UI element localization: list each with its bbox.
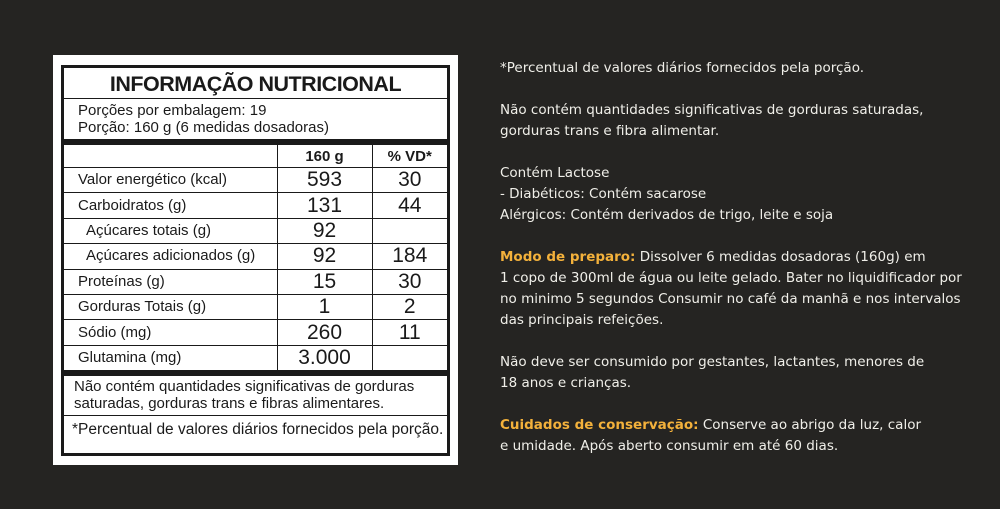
header-name: [64, 145, 277, 168]
storage-line: e umidade. Após aberto consumir em até 60 dias.: [500, 438, 839, 454]
table-row: [64, 320, 447, 345]
header-dv: % VD*: [372, 145, 447, 168]
header-qty: 160 g: [277, 145, 372, 168]
nutrient-name: Glutamina (mg): [78, 348, 182, 366]
preparation-line: no minimo 5 segundos Consumir no café da manhã e nos intervalos: [500, 291, 961, 307]
consumption-warning: Não deve ser consumido por gestantes, lactantes, menores de: [500, 354, 925, 370]
preparation-line: das principais refeições.: [500, 312, 664, 328]
nutrient-name: Açúcares adicionados (g): [64, 244, 277, 269]
preparation-label: Modo de preparo:: [500, 249, 636, 265]
storage-line: Conserve ao abrigo da luz, calor: [702, 417, 922, 433]
nutrient-dv: 184: [372, 244, 447, 269]
serving-size: Porção: 160 g (6 medidas dosadoras): [78, 118, 329, 136]
nutrient-dv: 44: [372, 193, 447, 218]
allergens-warning: Alérgicos: Contém derivados de trigo, leite e soja: [500, 207, 834, 223]
nutrition-label: [61, 65, 450, 456]
storage-paragraph: [500, 415, 980, 436]
servings-per-package: Porções por embalagem: 19: [78, 102, 267, 119]
label-footnote: *Percentual de valores diários fornecidos pela porção.: [72, 421, 444, 439]
diabetics-warning: - Diabéticos: Contém sacarose: [500, 186, 707, 202]
nutrient-qty: 1: [277, 294, 372, 319]
nutrient-qty: 260: [277, 320, 372, 345]
no-fat-line: Não contém quantidades significativas de gorduras saturadas,: [500, 102, 924, 118]
table-row: [64, 345, 447, 370]
storage-label: Cuidados de conservação:: [500, 417, 699, 433]
nutrient-name: Gorduras Totais (g): [64, 294, 277, 319]
nutrition-label-card: [53, 55, 458, 465]
table-row: [64, 218, 447, 243]
nutrient-qty: 593: [277, 168, 372, 193]
consumption-warning: 18 anos e crianças.: [500, 375, 632, 391]
nutrient-dv: [372, 345, 447, 370]
label-disclaimer: [64, 376, 447, 415]
table-row: [64, 269, 447, 294]
preparation-paragraph: [500, 247, 980, 268]
table-row: [64, 244, 447, 269]
nutrient-qty: 15: [277, 269, 372, 294]
nutrient-dv: 30: [372, 269, 447, 294]
table-row: [64, 294, 447, 319]
nutrient-qty: 131: [277, 193, 372, 218]
table-header-row: [64, 145, 447, 168]
nutrient-qty: 92: [277, 218, 372, 243]
percent-note: *Percentual de valores diários fornecidos pela porção.: [500, 60, 865, 76]
nutrition-label-title: INFORMAÇÃO NUTRICIONAL: [109, 72, 402, 96]
nutrient-name: Sódio (mg): [64, 320, 277, 345]
nutrient-dv: 2: [372, 294, 447, 319]
serving-info: [64, 99, 447, 139]
nutrient-dv: 11: [372, 320, 447, 345]
nutrient-name: Açúcares totais (g): [64, 218, 277, 243]
disclaimer-line: saturadas, gorduras trans e fibras alimentares.: [74, 394, 385, 412]
preparation-line: Dissolver 6 medidas dosadoras (160g) em: [639, 249, 926, 265]
nutrient-name: Valor energético (kcal): [64, 168, 277, 193]
nutrient-name: Carboidratos (g): [64, 193, 277, 218]
disclaimer-line: Não contém quantidades significativas de gorduras: [74, 378, 415, 396]
nutrient-qty: 92: [277, 244, 372, 269]
table-row: [64, 168, 447, 193]
nutrient-dv: 30: [372, 168, 447, 193]
nutrient-qty: 3.000: [277, 345, 372, 370]
product-info-text: [500, 58, 980, 457]
no-fat-line: gorduras trans e fibra alimentar.: [500, 123, 720, 139]
nutrient-dv: [372, 218, 447, 243]
contains-lactose: Contém Lactose: [500, 165, 610, 181]
nutrition-table: [64, 145, 447, 370]
nutrient-name: Proteínas (g): [64, 269, 277, 294]
preparation-line: 1 copo de 300ml de água ou leite gelado. Bater no liquidificador por: [500, 270, 962, 286]
table-row: [64, 193, 447, 218]
